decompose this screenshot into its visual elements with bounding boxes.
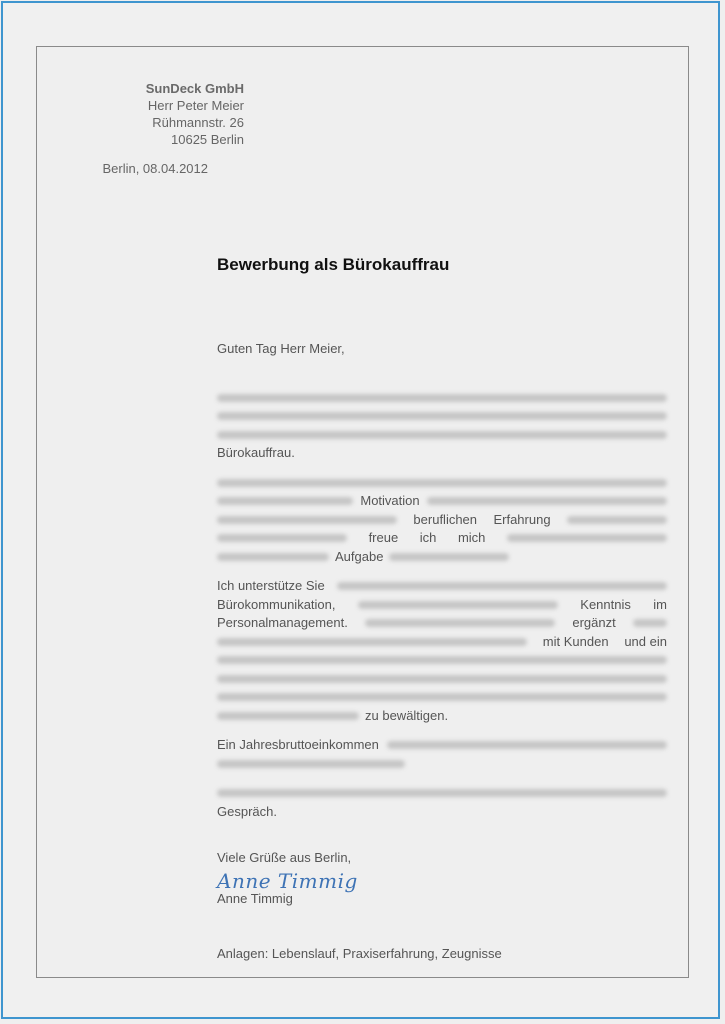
blurred-text [567, 516, 667, 524]
blurred-text [358, 601, 558, 609]
p3-und-ein: und ein [624, 633, 667, 649]
signer-name: Anne Timmig [217, 891, 293, 906]
p2-mich: mich [457, 530, 486, 545]
salutation: Guten Tag Herr Meier, [217, 341, 345, 356]
blurred-text [217, 693, 667, 701]
paragraph-2 [217, 474, 667, 567]
paragraph-1 [217, 389, 667, 463]
blurred-text [217, 760, 405, 768]
blurred-text [217, 534, 347, 542]
p3-start: Ich unterstütze Sie [217, 578, 325, 593]
p2-freue: freue [368, 530, 399, 545]
p5-tail: Gespräch. [217, 803, 277, 819]
p3-mit-kunden: mit Kunden [542, 633, 609, 649]
sender-street: Rühmannstr. 26 [152, 115, 244, 130]
signature: Anne Timmig [217, 868, 358, 893]
p1-tail: Bürokauffrau. [217, 445, 295, 460]
p2-erfahrung: Erfahrung [493, 511, 551, 527]
letter-body [217, 340, 667, 909]
blurred-text [217, 789, 667, 797]
blurred-text [217, 712, 359, 720]
blurred-text [217, 675, 667, 683]
blurred-text [217, 516, 397, 524]
letter-subject: Bewerbung als Bürokauffrau [217, 255, 450, 274]
p4-start: Ein Jahresbruttoeinkommen [217, 737, 379, 752]
p2-aufgabe: Aufgabe [335, 548, 384, 564]
p3-kenntnis: Kenntnis [580, 596, 631, 612]
p2-motivation: Motivation [360, 493, 420, 508]
blurred-text [427, 497, 667, 505]
sender-city: 10625 Berlin [171, 132, 244, 147]
paragraph-3 [217, 577, 667, 725]
p2-ich: ich [419, 530, 437, 545]
attachments-line: Anlagen: Lebenslauf, Praxiserfahrung, Zeugnisse [217, 946, 502, 961]
sender-block [146, 80, 244, 148]
blurred-text [217, 394, 667, 402]
blurred-text [217, 553, 329, 561]
p3-ergaenzt: ergänzt [572, 615, 616, 630]
blurred-text [217, 479, 667, 487]
blurred-text [217, 412, 667, 420]
paragraph-5 [217, 784, 667, 821]
p3-im: im [653, 596, 667, 612]
blurred-text [633, 619, 667, 627]
p3-tail: zu bewältigen. [365, 707, 449, 723]
paragraph-4 [217, 736, 667, 773]
blurred-text [217, 497, 353, 505]
blurred-text [337, 582, 667, 590]
blurred-text [365, 619, 555, 627]
closing: Viele Grüße aus Berlin, [217, 850, 352, 865]
p2-beruflichen: beruflichen [413, 511, 478, 527]
blurred-text [217, 431, 667, 439]
blurred-text [387, 741, 667, 749]
sender-contact: Herr Peter Meier [147, 98, 244, 113]
blurred-text [217, 656, 667, 664]
p3-personal: Personalmanagement. [217, 615, 348, 630]
blurred-text [389, 553, 509, 561]
letter-date: Berlin, 08.04.2012 [102, 161, 208, 176]
blurred-text [507, 534, 667, 542]
p3-buero: Bürokommunikation, [217, 596, 336, 612]
blurred-text [217, 638, 527, 646]
sender-company: SunDeck GmbH [145, 81, 244, 96]
